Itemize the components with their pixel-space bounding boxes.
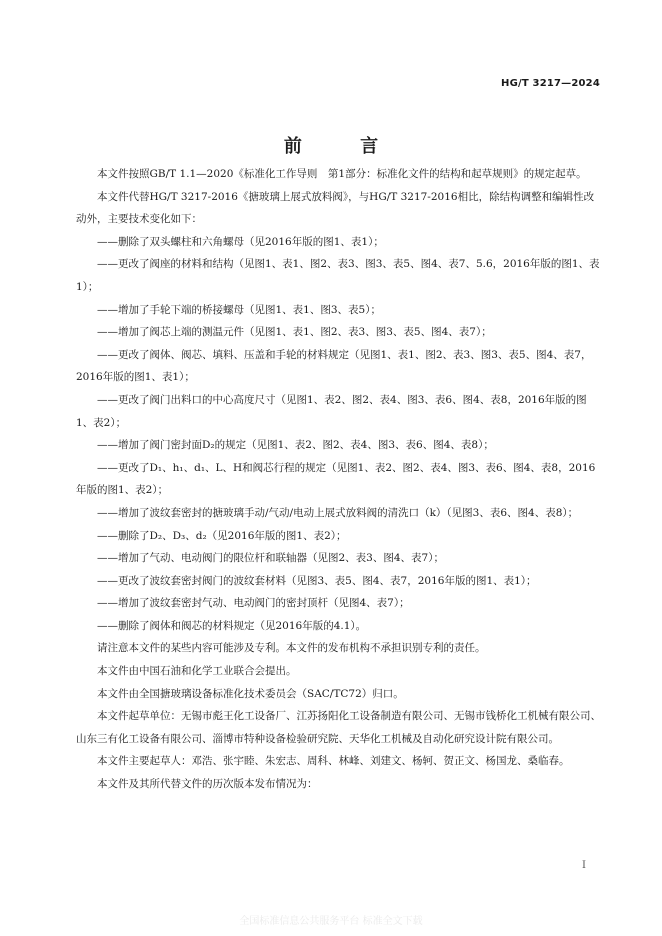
list-item: ——增加了气动、电动阀门的限位杆和联轴器（见图2、表3、图4、表7）； (97, 552, 444, 565)
page-number: I (582, 860, 586, 871)
list-item: ——增加了阀芯上端的测温元件（见图1、表1、图2、表3、图3、表5、图4、表7）； (97, 326, 492, 339)
list-item: ——增加了波纹套密封的搪玻璃手动/气动/电动上展式放料阀的清洗口（k）（见图3、表6、图4、表8）； (97, 506, 579, 519)
list-item: ——增加了手轮下端的桥接螺母（见图1、表1、图3、表5）； (97, 303, 381, 316)
list-item: ——删除了双头螺柱和六角螺母（见2016年版的图1、表1）； (97, 235, 384, 248)
paragraph-drafting-rules: 本文件按照GB/T 1.1—2020《标准化工作导则 第1部分：标准化文件的结构和起草规则》的规定起草。 (97, 168, 587, 180)
paragraph-drafters: 本文件主要起草人：邓浩、张宇睦、朱宏志、周科、林峰、刘建文、杨轲、贺正文、杨国龙、桑临春。 (97, 755, 570, 768)
list-item: ——更改了波纹套密封阀门的波纹套材料（见图3、表5、图4、表7，2016年版的图1、表1）； (97, 574, 537, 587)
paragraph-version-history: 本文件及其所代替文件的历次版本发布情况为： (97, 778, 318, 791)
document-body (76, 163, 602, 796)
list-item: ——删除了D₂、D₃、d₂（见2016年版的图1、表2）； (97, 529, 347, 542)
list-item: ——增加了阀门密封面D₂的规定（见图1、表2、图2、表4、图3、表6、图4、表8）； (97, 439, 494, 452)
paragraph-committee: 本文件由全国搪玻璃设备标准化技术委员会（SAC/TC72）归口。 (97, 687, 404, 700)
list-item: ——删除了阀体和阀芯的材料规定（见2016年版的4.1）。 (97, 619, 367, 632)
list-item: ——更改了阀座的材料和结构（见图1、表1、图2、表3、图3、表5、图4、表7、5.6，2016年版的图1、表1）； (76, 258, 600, 293)
changes-list (76, 231, 602, 638)
list-item: ——更改了阀门出料口的中心高度尺寸（见图1、表2、图2、表4、图3、表6、图4、表8，2016年版的图1、表2）； (76, 393, 587, 429)
paragraph-replacement: 本文件代替HG/T 3217-2016《搪玻璃上展式放料阀》，与HG/T 3217-2016相比，除结构调整和编辑性改动外，主要技术变化如下： (76, 190, 595, 226)
list-item: ——增加了波纹套密封气动、电动阀门的密封顶杆（见图4、表7）； (97, 597, 410, 610)
paragraph-patent-notice: 请注意本文件的某些内容可能涉及专利。本文件的发布机构不承担识别专利的责任。 (97, 642, 486, 655)
paragraph-drafting-units: 本文件起草单位：无锡市彪王化工设备厂、江苏扬阳化工设备制造有限公司、无锡市钱桥化工机械有限公司、山东三有化工设备有限公司、淄博市特种设备检验研究院、天华化工机械及自动化研究设计院有限公司。 (76, 710, 601, 745)
page-title: 前 言 (283, 136, 405, 157)
standard-code: HG/T 3217—2024 (501, 78, 600, 89)
list-item: ——更改了D₁、h₁、d₁、L、H和阀芯行程的规定（见图1、表2、图2、表4、图3、表6、图4、表8，2016年版的图1、表2）； (76, 461, 596, 497)
paragraph-proposer: 本文件由中国石油和化学工业联合会提出。 (97, 665, 297, 678)
list-item: ——更改了阀体、阀芯、填料、压盖和手轮的材料规定（见图1、表1、图2、表3、图3、表5、图4、表7，2016年版的图1、表1）； (76, 348, 592, 384)
footer-watermark: 全国标准信息公共服务平台 标准全文下载 (239, 916, 423, 927)
